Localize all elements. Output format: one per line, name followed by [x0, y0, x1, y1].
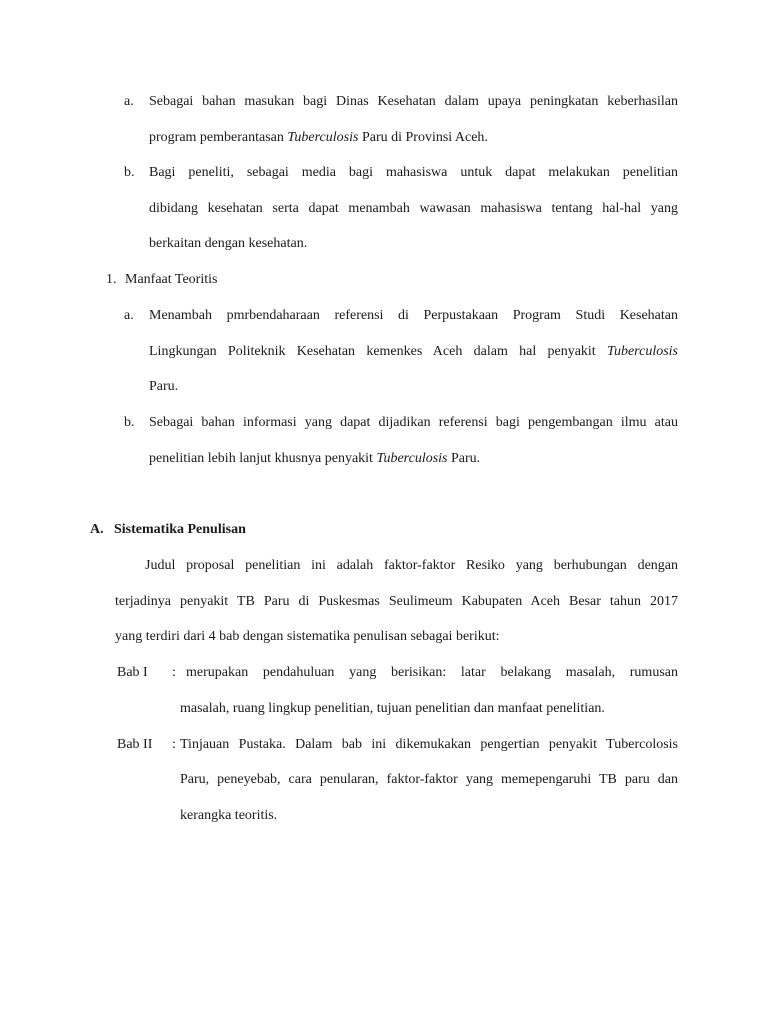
bab-colon: :: [172, 737, 176, 752]
italic-term: Tuberculosis: [606, 344, 678, 359]
bab-text-line: masalah, ruang lingkup penelitian, tujuan penelitian dan manfaat penelitian.: [180, 701, 605, 716]
bab-text-line: merupakan pendahuluan yang berisikan: latar belakang masalah, rumusan: [186, 665, 678, 680]
bab-text-line: Tinjauan Pustaka. Dalam bab ini dikemukakan pengertian penyakit Tubercolosis: [180, 737, 678, 752]
list-text-line: Lingkungan Politeknik Kesehatan kemenkes Aceh dalam hal penyakit Tuberculosis: [149, 344, 678, 359]
list-marker: b.: [124, 165, 135, 180]
bab-text-line: kerangka teoritis.: [180, 808, 278, 823]
list-marker: a.: [124, 94, 134, 109]
italic-term: Tuberculosis: [376, 451, 448, 466]
bab-colon: :: [172, 665, 176, 680]
list-text-line: Menambah pmrbendaharaan referensi di Perpustakaan Program Studi Kesehatan: [149, 308, 678, 323]
paragraph-line: Judul proposal penelitian ini adalah faktor-faktor Resiko yang berhubungan dengan: [145, 558, 678, 573]
list-text-line: Bagi peneliti, sebagai media bagi mahasiswa untuk dapat melakukan penelitian: [149, 165, 678, 180]
bab-label: Bab II: [117, 737, 153, 752]
list-text-line: Paru.: [149, 379, 179, 394]
section-marker: A.: [90, 522, 104, 537]
bab-text-line: Paru, peneyebab, cara penularan, faktor-faktor yang memepengaruhi TB paru dan: [180, 772, 678, 787]
list-text-line: dibidang kesehatan serta dapat menambah wawasan mahasiswa tentang hal-hal yang: [149, 201, 678, 216]
numbered-heading-label: Manfaat Teoritis: [125, 272, 218, 287]
paragraph-line: terjadinya penyakit TB Paru di Puskesmas Seulimeum Kabupaten Aceh Besar tahun 2017: [115, 594, 678, 609]
list-text-line: Sebagai bahan informasi yang dapat dijadikan referensi bagi pengembangan ilmu atau: [149, 415, 678, 430]
bab-label: Bab I: [117, 665, 148, 680]
list-text-line: penelitian lebih lanjut khusnya penyakit Tuberculosis Paru.: [149, 451, 481, 466]
list-marker: a.: [124, 308, 134, 323]
section-title: Sistematika Penulisan: [114, 522, 246, 537]
list-text-line: Sebagai bahan masukan bagi Dinas Kesehatan dalam upaya peningkatan keberhasilan: [149, 94, 678, 109]
list-text-line: program pemberantasan Tuberculosis Paru di Provinsi Aceh.: [149, 130, 488, 145]
list-marker: b.: [124, 415, 135, 430]
list-text-line: berkaitan dengan kesehatan.: [149, 236, 308, 251]
paragraph-line: yang terdiri dari 4 bab dengan sistematika penulisan sebagai berikut:: [115, 629, 500, 644]
number-marker: 1.: [106, 272, 117, 287]
italic-term: Tuberculosis: [287, 130, 359, 145]
